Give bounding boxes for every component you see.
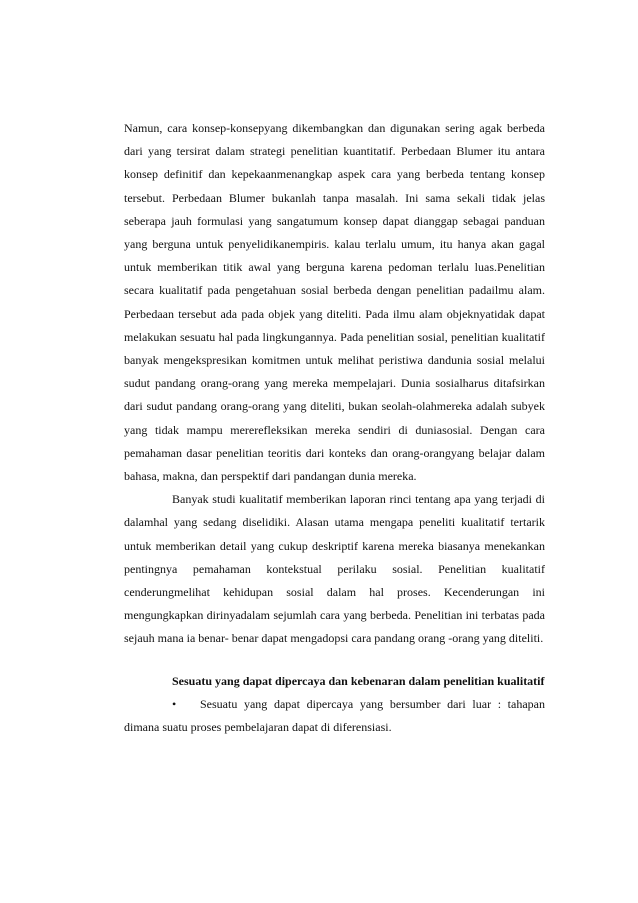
paragraph-2: Banyak studi kualitatif memberikan laporan rinci tentang apa yang terjadi di dalamhal yang sedang diselidiki. Alasan utama mengapa peneliti kualitatif tertarik untuk memberikan detail yang cukup deskriptif karena mereka biasanya menekankan pentingnya pemahaman kontekstual perilaku sosial. Penelitian kualitatif cenderungmelihat kehidupan sosial dalam hal proses. Kecenderungan ini mengungkapkan dirinyadalam sejumlah cara yang berbeda. Penelitian ini terbatas pada sejauh mana ia benar- benar dapat mengadopsi cara pandang orang -orang yang diteliti.: [124, 492, 545, 646]
section-heading: Sesuatu yang dapat dipercaya dan kebenaran dalam penelitian kualitatif: [172, 673, 545, 688]
document-body: [124, 117, 545, 739]
paragraph-1: Namun, cara konsep-konsepyang dikembangkan dan digunakan sering agak berbeda dari yang tersirat dalam strategi penelitian kuantitatif. Perbedaan Blumer itu antara konsep definitif dan kepekaanmenangkap aspek cara yang berbeda tentang konsep tersebut. Perbedaan Blumer bukanlah tanpa masalah. Ini sama sekali tidak jelas seberapa jauh formulasi yang sangatumum konsep dapat dianggap sebagai panduan yang berguna untuk penyelidikanempiris. kalau terlalu umum, itu hanya akan gagal untuk memberikan titik awal yang berguna karena pedoman terlalu luas.Penelitian secara kualitatif pada pengetahuan sosial berbeda dengan penelitian padailmu alam. Perbedaan tersebut ada pada objek yang diteliti. Pada ilmu alam objeknyatidak dapat melakukan sesuatu hal pada lingkungannya. Pada penelitian sosial, penelitian kualitatif banyak mengekspresikan komitmen untuk melihat peristiwa dandunia sosial melalui sudut pandang orang-orang yang mereka mempelajari. Dunia sosialharus ditafsirkan dari sudut pandang orang-orang yang diteliti, bukan seolah-olahmereka adalah subyek yang tidak mampu mererefleksikan mereka sendiri di duniasosial. Dengan cara pemahaman dasar penelitian teoritis dari konteks dan orang-orangyang belajar dalam bahasa, makna, dan perspektif dari pandangan dunia mereka.: [124, 121, 545, 484]
bullet-list-item: [124, 693, 545, 739]
bullet-item-text: Sesuatu yang dapat dipercaya yang bersumber dari luar : tahapan dimana suatu proses pembelajaran dapat di diferensiasi.: [124, 696, 545, 735]
bullet-icon: •: [172, 696, 177, 711]
